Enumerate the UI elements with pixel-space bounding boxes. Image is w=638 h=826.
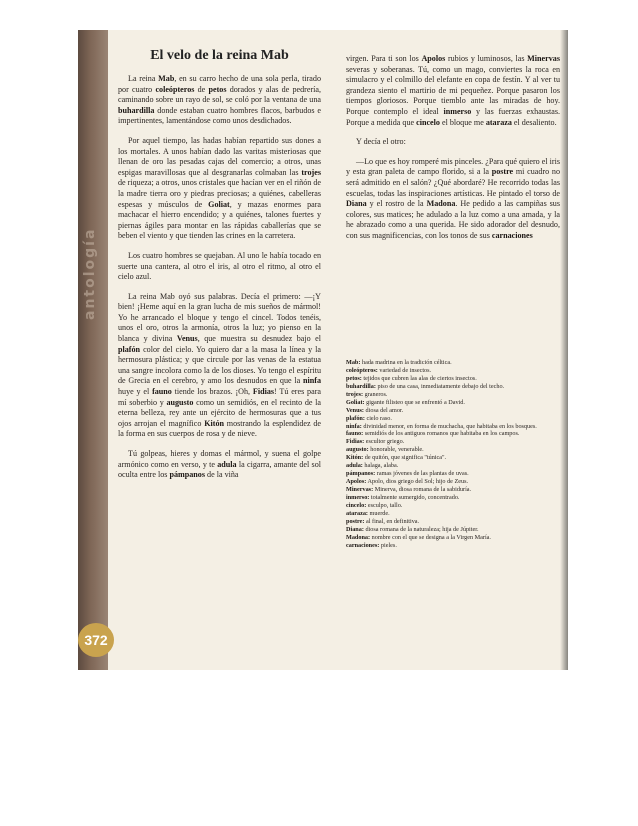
glossary-term: fauno: [346, 430, 364, 438]
text-run: Por aquel tiempo, las hadas habían repartido sus dones a los mortales. A unos habían dado las varitas misteriosas que llenan de oro las pesadas cajas del comercio; a otros, unas espigas maravillosas que al desgranarlas colmaban las [118, 135, 321, 177]
glossary-definition: totalmente sumergido, concentrado. [369, 493, 460, 501]
glossary-definition: cielo raso. [364, 414, 392, 422]
book-binding [78, 30, 108, 670]
text-run: color del cielo. Yo quiero dar a la masa la línea y la hermosura plástica; y que circule por las venas de la estatua una sangre incolora como la de los dioses. Yo tengo el espíritu de Grecia en el cerebro, y amo los desnudos en que la [118, 344, 321, 386]
glossary-entry [346, 494, 560, 502]
text-run: el desaliento. [511, 117, 557, 127]
glossary-term: adula: [346, 462, 363, 470]
binding-text: antología [82, 227, 98, 320]
glossary-entry [346, 367, 560, 375]
glossary-term: Madona: [346, 533, 371, 541]
glossary [346, 359, 560, 550]
glossary-definition: diosa romana de la naturaleza; hija de Júpiter. [363, 525, 479, 533]
glossary-entry [346, 438, 560, 446]
glossed-word: buhardilla [118, 105, 155, 115]
glossed-word: Diana [346, 199, 367, 209]
text-run: ! Tú eres para mí soberbio y [118, 387, 321, 407]
paragraph [118, 251, 321, 283]
glossary-term: buhardilla: [346, 382, 376, 390]
glossary-entry [346, 526, 560, 534]
text-run: tiende los brazos. ¡Oh, [171, 387, 253, 397]
glossary-term: carnaciones: [346, 541, 380, 549]
glossed-word: ataraza [485, 117, 512, 127]
glossed-word: trojes [301, 167, 321, 177]
glossary-definition: gigante filisteo que se enfrentó a David. [364, 398, 465, 406]
text-run: de la viña [205, 470, 239, 480]
paragraph [118, 449, 321, 481]
glossary-definition: pieles. [379, 541, 397, 549]
glossary-definition: divinidad menor, en forma de muchacha, que habitaba en los bosques. [361, 422, 537, 430]
glossary-term: ataraza: [346, 509, 368, 517]
page-edge-shadow [560, 30, 568, 670]
glossary-term: inmerso: [346, 493, 370, 501]
paragraph [118, 292, 321, 440]
glossary-term: Apolos: [346, 478, 367, 486]
text-run: la cigarra, amante del sol oculta entre los [118, 459, 321, 480]
text-run: y el rostro de la [366, 199, 427, 209]
glossary-term: Mab: [346, 359, 361, 366]
right-column [346, 54, 560, 251]
text-run: dorados y alas de pedrería, caminando sobre un rayo de sol, se coló por la ventana de una [118, 84, 322, 105]
glossary-entry [346, 534, 560, 542]
glossary-term: cincelo: [346, 501, 367, 509]
glossary-entry [346, 407, 560, 415]
glossary-entry [346, 383, 560, 391]
paragraph [346, 157, 560, 242]
glossary-term: Venus: [346, 406, 364, 414]
text-run: rubios y luminosos, las [445, 54, 528, 63]
glossary-entry [346, 454, 560, 462]
glossary-entry [346, 478, 560, 486]
text-run: severas y soberanas. Tú, como un mago, conviertes la roca en simulacro y el colmillo del elefante en copa de festín. Y al ver tu grandeza siento el martirio de mi pequeñez. Porque pasaron los tiempos gloriosos. Porque tiemblo ante las miradas de hoy. Porque contemplo el ideal [346, 64, 560, 116]
glossed-word: plafón [118, 344, 141, 354]
glossary-definition: Minerva, diosa romana de la sabiduría. [373, 486, 472, 493]
glossary-term: trojes: [346, 390, 364, 398]
glossary-definition: muerde. [368, 509, 390, 517]
glossary-entry [346, 399, 560, 407]
story-title: El velo de la reina Mab [150, 48, 289, 63]
text-run: , en su carro hecho de una sola perla, tirado por cuatro [118, 74, 321, 94]
glossed-word: fauno [152, 387, 172, 397]
glossed-word: pámpanos [169, 470, 206, 480]
text-run: mi cuadro no será admitido en el salón? ¿Qué abordaré? He recorrido todas las escuelas, todas las inspiraciones artísticas. He pintado el torso de [346, 167, 560, 198]
glossary-definition: de quitón, que significa "túnica". [363, 454, 447, 462]
glossary-definition: semidiós de los antiguos romanos que habitaba en los campos. [363, 430, 520, 438]
glossary-definition: hada madrina en la tradición céltica. [360, 359, 452, 366]
glossary-term: Diana: [346, 525, 364, 533]
glossary-definition: ramas jóvenes de las plantas de uvas. [375, 470, 469, 478]
glossary-definition: variedad de insectos. [377, 366, 432, 374]
glossary-term: Fidias: [346, 438, 365, 446]
glossary-entry [346, 542, 560, 550]
glossary-term: plafón: [346, 414, 365, 422]
text-run: Y decía el otro: [356, 137, 406, 147]
text-run: La reina [128, 74, 159, 83]
glossary-entry [346, 375, 560, 383]
glossary-entry [346, 510, 560, 518]
glossary-definition: Apolo, dios griego del Sol; hijo de Zeus. [366, 478, 469, 486]
glossed-word: Apolos [421, 54, 446, 63]
glossed-word: adula [217, 459, 237, 469]
text-run: huye y el [118, 387, 153, 397]
glossary-entry [346, 359, 560, 367]
glossed-word: ninfa [303, 376, 321, 386]
glossary-definition: halaga, alaba. [362, 462, 399, 470]
glossary-entry [346, 391, 560, 399]
glossed-word: Madona [426, 199, 456, 209]
left-column [118, 48, 321, 490]
text-run: —Lo que es hoy romperé mis pinceles. ¿Para qué quiero el iris y esta gran paleta de campo florido, si a la [346, 156, 560, 177]
glossed-word: postre [491, 167, 514, 177]
glossary-entry [346, 518, 560, 526]
right-paragraphs [346, 54, 560, 242]
glossed-word: cincelo [416, 117, 440, 127]
glossary-definition: graneros. [363, 390, 388, 398]
paragraph [346, 54, 560, 128]
text-run: La reina Mab oyó sus palabras. Decía el primero: —¡Y bien! ¡Heme aquí en la gran lucha de mis sueños de mármol! Yo he arrancado el bloque y tengo el cincel. Todos tenéis, unos el oro, otros la armonía, otros la luz; yo pienso en la blanca y divina [118, 291, 321, 344]
glossed-word: inmerso [443, 106, 472, 116]
text-run: , que muestra su desnudez bajo el [197, 334, 322, 344]
glossary-definition: tejidos que cubren las alas de ciertos insectos. [361, 374, 477, 382]
glossed-word: coleópteros [155, 84, 195, 94]
glossary-term: petos: [346, 374, 362, 382]
text-run: el bloque me [439, 117, 486, 127]
glossary-definition: piso de una casa, inmediatamente debajo del techo. [375, 382, 505, 390]
glossed-word: Mab [158, 74, 175, 83]
glossary-term: Goliat: [346, 398, 365, 406]
glossary-definition: diosa del amor. [364, 406, 404, 414]
text-run: virgen. Para ti son los [346, 54, 422, 63]
glossed-word: Minervas [527, 54, 560, 63]
glossed-word: petos [208, 84, 227, 94]
glossary-term: pámpanos: [346, 470, 376, 478]
page-number: 372 [78, 623, 114, 657]
glossary-definition: honorable, venerable. [368, 446, 424, 454]
glossary-term: Minervas: [346, 486, 374, 493]
glossary-term: Kitón: [346, 454, 364, 462]
glossed-word: Kitón [204, 418, 224, 428]
text-run: Los cuatro hombres se quejaban. Al uno le había tocado en suerte una cantera, al otro el iris, al otro el ritmo, al otro el cielo azul. [118, 250, 321, 282]
glossary-term: augusto: [346, 446, 369, 454]
glossed-word: Venus [176, 334, 198, 344]
glossed-word: Fidias [252, 387, 275, 397]
book-page [78, 30, 568, 670]
left-paragraphs [118, 74, 321, 481]
text-run: Tú golpeas, hieres y domas el mármol, y suena el golpe armónico como en verso, y te [118, 449, 321, 469]
text-run: de riqueza; a otros, unos cristales que hacían ver en el riñón de la madre tierra oro y piedras preciosas; a quiénes, cabelleras espesas y músculos de [118, 178, 321, 209]
glossary-entry [346, 423, 560, 431]
glossary-entry [346, 470, 560, 478]
glossary-entry [346, 415, 560, 423]
text-run: mostrando la esplendidez de la forma en sus cuerpos de rosa y de nieve. [118, 418, 321, 439]
glossary-entry [346, 486, 560, 494]
glossed-word: Goliat [208, 199, 230, 209]
glossary-definition: nombre con el que se designa a la Virgen María. [370, 533, 491, 541]
glossary-term: coleópteros: [346, 366, 378, 374]
paragraph [118, 74, 321, 127]
text-run: de [194, 84, 209, 94]
text-run: y las fuerzas exhaustas. Porque a medida que [346, 106, 560, 127]
paragraph [346, 137, 560, 148]
glossary-term: postre: [346, 517, 365, 525]
glossary-term: ninfa: [346, 422, 362, 430]
glossary-definition: al final, en definitiva. [364, 517, 420, 525]
text-run: . He pedido a las campiñas sus colores, sus matices; he adulado a la luz como a una amada, y la he abrazado como a una querida. He sido adorador del desnudo, con sus magnificencias, con los tonos de sus [346, 199, 560, 240]
glossary-entry [346, 462, 560, 470]
glossary-entry [346, 502, 560, 510]
paragraph [118, 136, 321, 242]
glossary-entry [346, 430, 560, 438]
text-run: donde estaban cuatro hombres flacos, barbudos e impertinentes, lamentándose como unos desdichados. [118, 105, 321, 126]
glossed-word: carnaciones [491, 230, 533, 240]
glossed-word: augusto [166, 397, 194, 407]
glossary-definition: escultor griego. [364, 438, 405, 446]
glossary-definition: esculpo, tallo. [366, 501, 403, 509]
text-run: , y mazas enormes para machacar el hierro encendido; y a quiénes, talones fuertes y piernas ágiles para montar en las rápidas caballerías que se beben el viento y que tienden las crines en la carretera. [118, 199, 321, 241]
text-run: como un semidiós, en el recinto de la eterna belleza, rey ante un ejército de hermosuras que a tus ojos arrojan el magnífico [118, 397, 321, 428]
glossary-entry [346, 446, 560, 454]
